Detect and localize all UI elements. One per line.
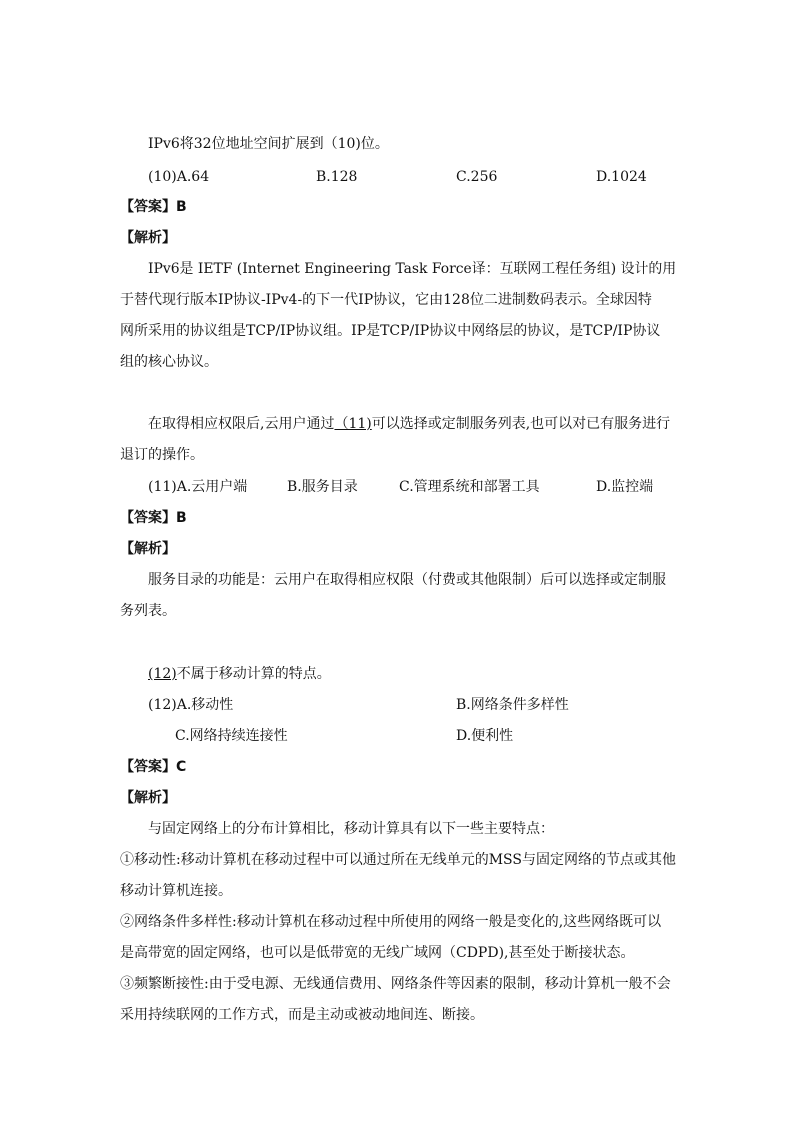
q10-option-c: C.256 xyxy=(456,169,498,185)
q10-analysis-line: IPv6是 IETF (Internet Engineering Task Force译：互联网工程任务组) 设计的用 xyxy=(148,261,677,277)
q12-analysis-line: 移动计算机连接。 xyxy=(120,883,232,899)
q12-stem xyxy=(148,664,331,684)
answer-value: B xyxy=(176,199,187,215)
q12-answer xyxy=(120,757,186,777)
q11-stem-pre: 在取得相应权限后,云用户通过 xyxy=(148,416,335,432)
q10-analysis-line: 网所采用的协议组是TCP/IP协议组。IP是TCP/IP协议中网络层的协议，是TCP/IP协议 xyxy=(120,323,661,339)
q12-option-b: B.网络条件多样性 xyxy=(456,697,569,713)
q10-option-a: (10)A.64 xyxy=(148,169,210,185)
q12-option-c: C.网络持续连接性 xyxy=(175,728,288,744)
q11-stem-line2: 退订的操作。 xyxy=(120,447,204,463)
q11-option-c: C.管理系统和部署工具 xyxy=(399,479,540,495)
answer-label: 【答案】 xyxy=(120,199,176,215)
q10-analysis-label: 【解析】 xyxy=(120,230,176,246)
q11-analysis-line: 服务目录的功能是：云用户在取得相应权限（付费或其他限制）后可以选择或定制服 xyxy=(148,572,666,588)
q10-option-b: B.128 xyxy=(316,169,358,185)
q11-stem xyxy=(148,414,670,434)
q10-analysis-line: 组的核心协议。 xyxy=(120,354,218,370)
q11-option-a: (11)A.云用户端 xyxy=(148,479,248,495)
q11-analysis-line: 务列表。 xyxy=(120,603,176,619)
q12-stem-post: 不属于移动计算的特点。 xyxy=(176,666,331,682)
q12-blank: (12) xyxy=(148,666,177,682)
answer-value: C xyxy=(176,759,187,775)
q10-answer xyxy=(120,197,187,217)
q10-option-d: D.1024 xyxy=(596,169,647,185)
q12-option-d: D.便利性 xyxy=(456,728,514,744)
q12-analysis-line: 是高带宽的固定网络，也可以是低带宽的无线广域网（CDPD),甚至处于断接状态。 xyxy=(120,945,635,961)
q12-analysis-line: 与固定网络上的分布计算相比，移动计算具有以下一些主要特点： xyxy=(148,821,554,837)
q12-analysis-line: 采用持续联网的工作方式，而是主动或被动地间连、断接。 xyxy=(120,1007,484,1023)
q10-analysis-line: 于替代现行版本IP协议-IPv4-的下一代IP协议，它由128位二进制数码表示。全球因特 xyxy=(120,292,652,308)
q12-analysis-label: 【解析】 xyxy=(120,790,176,806)
q12-analysis-line: ③频繁断接性:由于受电源、无线通信费用、网络条件等因素的限制，移动计算机一般不会 xyxy=(120,976,671,992)
q12-option-a: (12)A.移动性 xyxy=(148,697,234,713)
answer-label: 【答案】 xyxy=(120,759,176,775)
q12-analysis-line: ①移动性:移动计算机在移动过程中可以通过所在无线单元的MSS与固定网络的节点或其他 xyxy=(120,852,676,868)
q11-answer xyxy=(120,508,187,528)
q11-option-b: B.服务目录 xyxy=(287,479,358,495)
q11-analysis-label: 【解析】 xyxy=(120,541,176,557)
q11-stem-post: 可以选择或定制服务列表,也可以对已有服务进行 xyxy=(371,416,671,432)
answer-label: 【答案】 xyxy=(120,510,176,526)
q10-stem: IPv6将32位地址空间扩展到（10)位。 xyxy=(148,136,389,152)
answer-value: B xyxy=(176,510,187,526)
q11-option-d: D.监控端 xyxy=(596,479,654,495)
q12-analysis-line: ②网络条件多样性:移动计算机在移动过程中所使用的网络一般是变化的,这些网络既可以 xyxy=(120,914,662,930)
q11-blank: （11) xyxy=(334,416,372,432)
